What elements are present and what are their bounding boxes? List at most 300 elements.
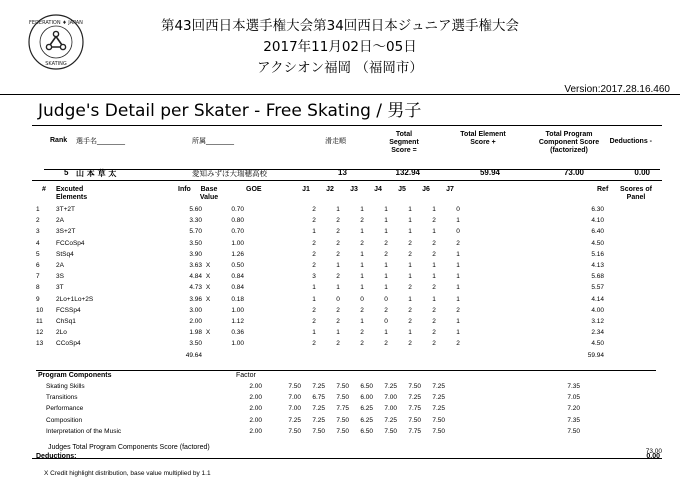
element-x-mark <box>202 305 214 316</box>
element-name: 2A <box>56 217 64 225</box>
element-header: Excuted Elements <box>56 186 88 201</box>
element-row <box>36 316 604 327</box>
judge-score: 1 <box>432 228 436 236</box>
svg-text:SKATING: SKATING <box>45 61 67 67</box>
component-row <box>36 392 580 403</box>
judge-score: 1 <box>408 329 412 337</box>
component-judge-score: 6.25 <box>360 405 373 413</box>
panel-header: Scores of Panel <box>620 186 652 201</box>
judge-score: 1 <box>360 206 364 213</box>
element-num: 9 <box>36 295 40 303</box>
judge-score: 1 <box>360 284 364 292</box>
component-panel-score: 7.35 <box>567 383 580 390</box>
judge-score: 2 <box>432 329 436 337</box>
tes-header: Total Element Score + <box>460 131 506 146</box>
judge-score: 2 <box>408 318 412 326</box>
page-title: Judge's Detail per Skater - Free Skating / 男子 <box>38 101 422 121</box>
component-name: Skating Skills <box>46 383 85 390</box>
judge-score: 1 <box>384 206 388 213</box>
element-num: 13 <box>36 340 44 348</box>
component-judge-score: 6.50 <box>360 383 373 390</box>
judge-score: 2 <box>456 239 460 247</box>
spacer <box>470 226 580 237</box>
element-goe: 1.00 <box>231 340 244 348</box>
component-judge-score: 7.75 <box>336 405 349 413</box>
judge-score: 0 <box>336 295 340 303</box>
judge-score: 1 <box>336 329 340 337</box>
judge-score: 1 <box>432 295 436 303</box>
component-judge-score: 7.50 <box>288 427 301 435</box>
spacer <box>470 305 580 316</box>
spacer <box>36 403 46 414</box>
judge-score: 2 <box>360 340 364 348</box>
judge-score: 2 <box>360 306 364 314</box>
component-row <box>36 426 580 437</box>
spacer <box>470 271 580 282</box>
component-row <box>36 381 580 392</box>
judge-score: 2 <box>336 340 340 348</box>
judge-score: 1 <box>408 262 412 270</box>
judge-score: 1 <box>456 329 460 337</box>
base-total: 49.64 <box>185 351 202 359</box>
element-base: 5.60 <box>189 206 202 213</box>
component-judge-score: 7.50 <box>384 427 397 435</box>
skater-tes: 59.94 <box>479 168 500 177</box>
component-judge-score: 7.50 <box>336 427 349 435</box>
judge-score: 1 <box>432 206 436 213</box>
spacer <box>445 403 556 414</box>
component-judge-score: 7.00 <box>288 405 301 413</box>
num-header: # <box>42 186 46 193</box>
component-judge-score: 7.25 <box>384 416 397 424</box>
judge-score: 2 <box>408 284 412 292</box>
judge-score: 2 <box>432 306 436 314</box>
spacer <box>445 392 556 403</box>
element-x-mark: X <box>205 284 211 292</box>
spacer <box>244 327 302 338</box>
component-judge-score: 7.25 <box>384 383 397 390</box>
judge-score: 1 <box>360 250 364 258</box>
judge-score: 1 <box>360 228 364 236</box>
skater-start: 13 <box>338 168 347 177</box>
spacer <box>470 204 580 215</box>
judge-score: 2 <box>432 284 436 292</box>
element-panel-score: 5.68 <box>591 273 604 281</box>
component-judge-score: 7.25 <box>408 394 421 402</box>
element-name: FCSSp4 <box>56 306 81 314</box>
factor-header: Factor <box>236 372 256 379</box>
element-row <box>36 249 604 260</box>
judge-score: 1 <box>336 284 340 292</box>
judge-score: 3 <box>312 273 316 281</box>
judge-score: 1 <box>384 284 388 292</box>
tss-header: Total Segment Score = <box>389 131 419 154</box>
judge-score: 2 <box>336 273 340 281</box>
element-name: 2Lo+1Lo+2S <box>56 295 94 303</box>
skater-pcs: 73.00 <box>563 168 584 177</box>
judge-score: 1 <box>456 250 460 258</box>
judge-score: 1 <box>312 295 316 303</box>
pc-header-label: Program Components <box>38 372 112 379</box>
spacer <box>470 249 580 260</box>
judge-score: 2 <box>312 262 316 270</box>
judge-score: 2 <box>408 239 412 247</box>
element-num: 3 <box>36 228 40 236</box>
component-judge-score: 7.00 <box>384 405 397 413</box>
judge-score: 2 <box>432 239 436 247</box>
element-num: 12 <box>36 329 44 337</box>
element-x-mark: X <box>205 329 211 337</box>
element-base: 4.73 <box>189 284 202 292</box>
judge-score: 2 <box>312 318 316 326</box>
judge-score: 1 <box>384 228 388 236</box>
judge-score: 2 <box>312 250 316 258</box>
judge-score: 0 <box>384 295 388 303</box>
element-name: 3S <box>56 273 64 281</box>
judge-score: 0 <box>360 295 364 303</box>
element-goe: 0.18 <box>231 295 244 303</box>
info-header: Info <box>178 186 191 193</box>
spacer <box>244 215 302 226</box>
component-judge-score: 7.25 <box>312 416 325 424</box>
element-row <box>36 238 604 249</box>
component-panel-score: 7.20 <box>567 405 580 413</box>
judge-score: 1 <box>408 273 412 281</box>
element-goe: 0.80 <box>231 217 244 225</box>
judge-header-2: J2 <box>326 186 334 193</box>
component-judge-score: 7.50 <box>432 416 445 424</box>
element-goe: 1.12 <box>231 318 244 326</box>
element-goe: 0.36 <box>231 329 244 337</box>
element-name: 3S+2T <box>56 228 76 236</box>
judge-score: 1 <box>408 228 412 236</box>
spacer <box>470 338 580 349</box>
element-base: 3.63 <box>189 262 202 270</box>
component-name: Transitions <box>46 394 78 402</box>
component-judge-score: 7.00 <box>288 394 301 402</box>
judge-score: 2 <box>456 306 460 314</box>
judge-score: 1 <box>408 206 412 213</box>
component-name: Interpretation of the Music <box>46 427 122 435</box>
element-num: 11 <box>36 318 43 326</box>
spacer <box>470 238 580 249</box>
element-row <box>36 260 604 271</box>
component-judge-score: 7.50 <box>312 427 325 435</box>
element-row <box>36 338 604 349</box>
judge-score: 1 <box>456 295 460 303</box>
judge-score: 2 <box>408 340 412 348</box>
spacer <box>244 316 302 327</box>
component-panel-score: 7.50 <box>567 427 580 435</box>
deductions-rule <box>32 458 662 459</box>
element-num: 1 <box>36 206 40 213</box>
spacer <box>470 282 580 293</box>
element-base: 3.50 <box>189 340 202 348</box>
component-judge-score: 7.75 <box>408 427 421 435</box>
element-goe: 0.70 <box>231 228 244 236</box>
component-judge-score: 7.25 <box>312 383 325 390</box>
spacer <box>470 294 580 305</box>
element-x-mark <box>202 338 214 349</box>
skater-tss: 132.94 <box>395 168 420 177</box>
ref-header: Ref <box>597 186 609 193</box>
judge-score: 1 <box>432 273 436 281</box>
spacer <box>244 226 302 237</box>
component-row <box>36 415 580 426</box>
component-judge-score: 7.25 <box>288 416 301 424</box>
spacer <box>445 381 556 392</box>
element-base: 1.98 <box>189 329 202 337</box>
spacer <box>244 294 302 305</box>
start-header: 滑走順 <box>325 137 346 145</box>
base-header: Base Value <box>199 186 219 201</box>
element-panel-score: 5.57 <box>591 284 604 292</box>
rank-header: Rank <box>50 137 68 144</box>
spacer <box>470 327 580 338</box>
event-venue: アクシオン福岡 （福岡市） <box>257 60 423 76</box>
judge-score: 1 <box>408 295 412 303</box>
judge-header-4: J4 <box>374 186 382 193</box>
judge-score: 2 <box>312 217 316 225</box>
component-judge-score: 7.50 <box>336 394 349 402</box>
element-base: 3.30 <box>189 217 202 225</box>
version-label: Version:2017.28.16.460 <box>564 84 670 95</box>
footnote: X Credit highlight distribution, base value multiplied by 1.1 <box>44 470 211 477</box>
component-factor: 2.00 <box>249 405 262 413</box>
component-judge-score: 6.00 <box>360 394 373 402</box>
spacer <box>445 426 556 437</box>
judge-score: 2 <box>432 318 436 326</box>
pc-total-label: Judges Total Program Components Score (factored) <box>48 444 210 451</box>
component-name: Performance <box>46 405 84 413</box>
element-x-mark: X <box>205 295 211 303</box>
judge-score: 2 <box>360 239 364 247</box>
element-name: 3T+2T <box>56 206 75 213</box>
element-num: 2 <box>36 217 40 225</box>
element-name: 2A <box>56 262 64 270</box>
judge-score: 1 <box>456 273 460 281</box>
component-judge-score: 7.25 <box>312 405 325 413</box>
judge-header-5: J5 <box>398 186 406 193</box>
judge-score: 2 <box>312 306 316 314</box>
judge-score: 2 <box>384 306 388 314</box>
judge-score: 2 <box>384 239 388 247</box>
element-row <box>36 305 604 316</box>
component-panel-score: 7.35 <box>567 416 580 424</box>
spacer <box>244 271 302 282</box>
judge-score: 1 <box>360 318 364 326</box>
component-factor: 2.00 <box>249 427 262 435</box>
judge-score: 1 <box>384 262 388 270</box>
judge-score: 2 <box>384 340 388 348</box>
judge-score: 2 <box>456 340 460 348</box>
elements-table <box>36 204 604 361</box>
spacer <box>470 215 580 226</box>
spacer <box>445 415 556 426</box>
element-row <box>36 204 604 215</box>
judge-score: 0 <box>456 228 460 236</box>
event-title: 第43回西日本選手権大会第34回西日本ジュニア選手権大会 <box>160 18 520 34</box>
element-row <box>36 215 604 226</box>
spacer <box>244 338 302 349</box>
element-panel-score: 4.50 <box>591 340 604 348</box>
spacer <box>36 426 46 437</box>
element-x-mark <box>202 249 214 260</box>
name-header: 選手名________ <box>76 137 125 145</box>
judge-score: 2 <box>336 306 340 314</box>
component-name: Composition <box>46 416 83 424</box>
judge-score: 2 <box>312 239 316 247</box>
judge-score: 1 <box>456 262 460 270</box>
spacer <box>244 204 302 215</box>
judge-score: 2 <box>336 228 340 236</box>
judge-header-6: J6 <box>422 186 430 193</box>
element-name: FCCoSp4 <box>56 239 85 247</box>
element-x-mark <box>202 226 214 237</box>
element-base: 5.70 <box>189 228 202 236</box>
pc-total-value: 73.00 <box>645 448 662 455</box>
judge-score: 1 <box>360 262 364 270</box>
element-panel-score: 6.40 <box>591 228 604 236</box>
judge-score: 1 <box>336 206 340 213</box>
components-table <box>36 381 580 437</box>
element-name: CCoSp4 <box>56 340 81 348</box>
judge-score: 1 <box>456 318 460 326</box>
element-num: 8 <box>36 284 40 292</box>
judge-header-7: J7 <box>446 186 454 193</box>
element-panel-score: 5.16 <box>591 250 604 258</box>
element-panel-score: 4.50 <box>591 239 604 247</box>
judge-score: 1 <box>336 262 340 270</box>
pcs-header: Total Program Component Score (factorized) <box>538 131 600 154</box>
judge-score: 1 <box>384 273 388 281</box>
component-judge-score: 7.50 <box>408 383 421 390</box>
event-dates: 2017年11月02日～05日 <box>263 39 417 55</box>
element-goe: 0.70 <box>231 206 244 213</box>
component-factor: 2.00 <box>249 394 262 402</box>
judge-score: 2 <box>312 340 316 348</box>
element-panel-score: 4.00 <box>591 306 604 314</box>
element-num: 7 <box>36 273 40 281</box>
judge-score: 2 <box>384 250 388 258</box>
element-base: 3.90 <box>189 250 202 258</box>
judge-header-1: J1 <box>302 186 310 193</box>
element-row <box>36 271 604 282</box>
club-header: 所属________ <box>192 137 234 145</box>
judge-score: 1 <box>312 228 316 236</box>
element-x-mark: X <box>205 262 211 270</box>
elements-total-row <box>36 350 604 361</box>
judge-score: 2 <box>432 340 436 348</box>
header-divider <box>0 94 680 95</box>
judge-score: 2 <box>336 318 340 326</box>
element-base: 3.00 <box>189 306 202 314</box>
element-x-mark <box>202 204 214 215</box>
skater-name: 山 本 草 太 <box>76 169 117 178</box>
deductions-header: Deductions - <box>609 138 652 145</box>
component-panel-score: 7.05 <box>567 394 580 402</box>
judge-score: 2 <box>336 250 340 258</box>
spacer <box>244 249 302 260</box>
element-base: 2.00 <box>189 318 202 326</box>
component-row <box>36 403 580 414</box>
panel-total: 59.94 <box>587 351 604 359</box>
element-row <box>36 226 604 237</box>
element-panel-score: 4.14 <box>591 295 604 303</box>
element-goe: 1.26 <box>231 250 244 258</box>
component-judge-score: 7.50 <box>336 383 349 390</box>
elements-table-top-rule <box>32 180 662 181</box>
component-judge-score: 7.25 <box>432 383 445 390</box>
judge-score: 2 <box>336 239 340 247</box>
skater-deductions: 0.00 <box>634 168 650 177</box>
element-name: 3T <box>56 284 64 292</box>
element-num: 5 <box>36 250 40 258</box>
judge-header-3: J3 <box>350 186 358 193</box>
element-row <box>36 327 604 338</box>
elements-bottom-rule <box>36 370 656 371</box>
element-x-mark: X <box>205 273 211 281</box>
element-base: 4.84 <box>189 273 202 281</box>
element-panel-score: 3.12 <box>591 318 604 326</box>
element-panel-score: 4.10 <box>591 217 604 225</box>
component-judge-score: 7.50 <box>288 383 301 390</box>
judge-score: 1 <box>456 217 460 225</box>
element-panel-score: 4.13 <box>591 262 604 270</box>
judge-score: 2 <box>432 217 436 225</box>
goe-header: GOE <box>246 186 262 193</box>
component-judge-score: 6.25 <box>360 416 373 424</box>
element-x-mark <box>202 238 214 249</box>
component-judge-score: 7.50 <box>408 416 421 424</box>
judge-score: 1 <box>312 284 316 292</box>
judge-score: 1 <box>408 217 412 225</box>
element-row <box>36 282 604 293</box>
judge-score: 2 <box>360 329 364 337</box>
spacer <box>244 305 302 316</box>
component-judge-score: 7.50 <box>336 416 349 424</box>
judge-score: 1 <box>360 273 364 281</box>
spacer <box>36 415 46 426</box>
element-goe: 0.84 <box>231 284 244 292</box>
element-goe: 1.00 <box>231 306 244 314</box>
judge-score: 2 <box>408 250 412 258</box>
judge-score: 1 <box>312 329 316 337</box>
judge-score: 2 <box>360 217 364 225</box>
skater-table-top-rule <box>32 125 662 126</box>
element-num: 6 <box>36 262 40 270</box>
element-panel-score: 2.34 <box>591 329 604 337</box>
component-factor: 2.00 <box>249 383 262 390</box>
element-num: 10 <box>36 306 44 314</box>
element-name: 2Lo <box>56 329 67 337</box>
judge-score: 2 <box>432 250 436 258</box>
spacer <box>470 260 580 271</box>
component-judge-score: 7.50 <box>432 427 445 435</box>
spacer <box>244 282 302 293</box>
element-name: ChSq1 <box>56 318 76 326</box>
spacer <box>470 316 580 327</box>
judge-score: 2 <box>336 217 340 225</box>
judge-score: 1 <box>384 217 388 225</box>
element-x-mark <box>202 316 214 327</box>
component-judge-score: 7.25 <box>432 405 445 413</box>
svg-text:FEDERATION ♦ JAPAN: FEDERATION ♦ JAPAN <box>29 20 83 26</box>
component-judge-score: 7.75 <box>408 405 421 413</box>
judge-score: 1 <box>432 262 436 270</box>
spacer <box>244 260 302 271</box>
deductions-value: 0.00 <box>646 453 660 460</box>
